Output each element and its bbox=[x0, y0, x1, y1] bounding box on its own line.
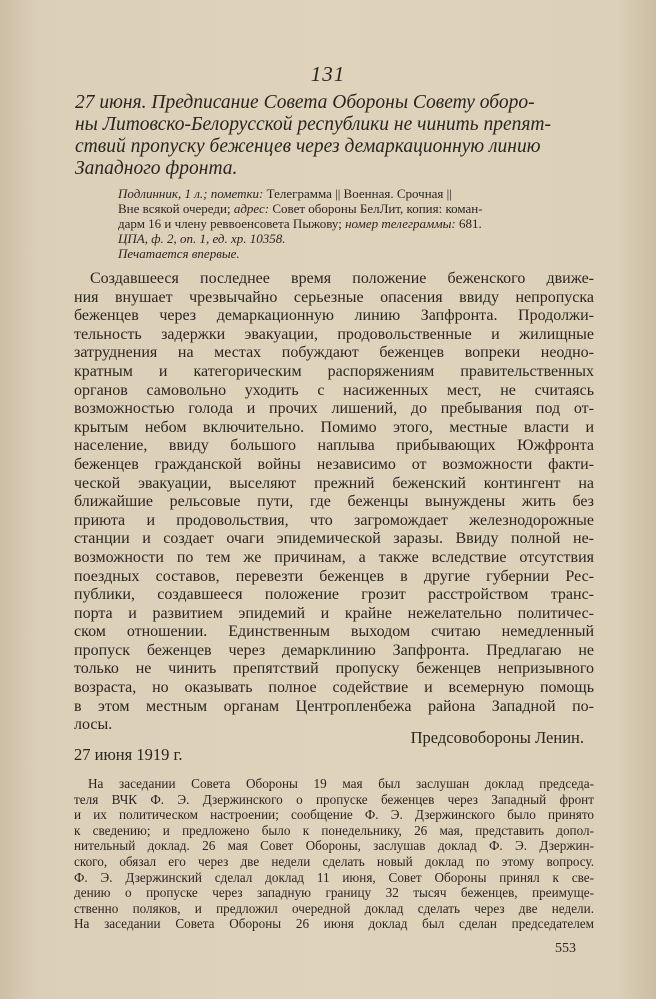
meta-value: Вне всякой очереди; bbox=[118, 201, 231, 216]
body-line: возраста, но оказывать полное содействие и всемерную помощь bbox=[74, 679, 594, 697]
footnote-line: дению о пропуске через западную границу 32 тысяч беженцев, преимуще- bbox=[74, 885, 594, 901]
body-line: только не чинить препятствий пропуску беженцев непризывного bbox=[74, 660, 594, 678]
meta-label: адрес: bbox=[230, 201, 270, 216]
footnote-line: нительный доклад. 26 мая Совет Обороны, заслушав доклад Ф. Э. Дзержин- bbox=[74, 838, 594, 854]
title-line: ствий пропуску беженцев через демаркационную линию bbox=[75, 136, 541, 157]
meta-value: Совет обороны БелЛит, копия: коман- bbox=[269, 201, 483, 216]
telegram-body bbox=[74, 270, 594, 735]
body-line: пропуск беженцев через демарклинию Запфронта. Предлагаю не bbox=[74, 641, 594, 659]
footnote-line: теля ВЧК Ф. Э. Дзержинского о пропуске беженцев через Западный фронт bbox=[74, 791, 594, 807]
body-line: Создавшееся последнее время положение беженского движе- bbox=[90, 270, 594, 287]
footnote-line: и их политическом настроении; сообщение Ф. Э. Дзержинского было принято bbox=[74, 807, 594, 823]
meta-label: Подлинник, 1 л.; пометки: bbox=[118, 186, 264, 201]
footnote-line: к сведению; и предложено было к понедельнику, 26 мая, представить допол- bbox=[74, 822, 594, 838]
body-line: в этом местным органам Центропленбежа района Западной по- bbox=[74, 697, 594, 715]
body-line: беженцев через демаркационную линию Запфронта. Продолжи- bbox=[74, 307, 594, 325]
archival-note-line bbox=[118, 231, 588, 246]
page-number: 553 bbox=[555, 941, 576, 956]
body-line: беженцев гражданской войны независимо от возможности факти- bbox=[74, 455, 594, 473]
body-line: приюта и продовольствия, что загромождает железнодорожные bbox=[74, 511, 594, 529]
footnote-line: На заседании Совета Обороны 19 мая был заслушан доклад председа- bbox=[88, 776, 594, 791]
signature: Предсовобороны Ленин. bbox=[410, 728, 584, 747]
body-line: органов самовольно уходить с насиженных мест, не считаясь bbox=[74, 381, 594, 399]
body-line: лосы. bbox=[74, 716, 113, 734]
footnote bbox=[74, 776, 594, 932]
meta-value: дарм 16 и члену реввоенсовета Пыжову; bbox=[118, 216, 342, 231]
meta-value: Телеграмма || Военная. Срочная || bbox=[263, 186, 452, 201]
body-line: станции и создает очаги эпидемической заразы. Ввиду полной не- bbox=[74, 530, 594, 548]
title-line: 27 июня. Предписание Совета Обороны Совету оборо- bbox=[75, 92, 535, 113]
body-line: поездных составов, перевезти беженцев в другие губернии Рес- bbox=[74, 567, 594, 585]
footnote-line: ского, обязал его через две недели сделать новый доклад по этому вопросу. bbox=[74, 853, 594, 869]
title-line: Западного фронта. bbox=[75, 158, 238, 179]
body-line: ния внушает чрезвычайно серьезные опасения ввиду непропуска bbox=[74, 288, 594, 306]
document-title bbox=[75, 92, 595, 180]
body-line: ческой эвакуации, выселяют прежний беженский контингент на bbox=[74, 474, 594, 492]
body-line: порта и развитием эпидемий и крайне нежелательно политичес- bbox=[74, 604, 594, 622]
document-number: 131 bbox=[310, 62, 346, 86]
footnote-line: На заседании Совета Обороны 26 июня доклад был сделан председателем bbox=[74, 916, 594, 932]
body-line: публики, создавшееся положение грозит расстройством транс- bbox=[74, 586, 594, 604]
archival-note-line bbox=[118, 186, 588, 201]
document-date: 27 июня 1919 г. bbox=[74, 745, 183, 764]
meta-value: 681. bbox=[455, 216, 482, 231]
body-line: ском отношении. Единственным выходом считаю немедленный bbox=[74, 623, 594, 641]
footnote-line: Ф. Э. Дзержинский сделал доклад 11 июня, Совет Обороны принял к све- bbox=[74, 869, 594, 885]
archival-note bbox=[118, 186, 588, 261]
archive-reference: ЦПА, ф. 2, оп. 1, ед. хр. 10358. bbox=[118, 231, 286, 246]
body-line: затруднения на местах побуждают беженцев вопреки неодно- bbox=[74, 344, 594, 362]
body-line: крытым небом включительно. Помимо этого, местные власти и bbox=[74, 418, 594, 436]
body-line: тельность задержки эвакуации, продовольственные и жилищные bbox=[74, 325, 594, 343]
body-line: ближайшие рельсовые пути, где беженцы вынуждены жить без bbox=[74, 493, 594, 511]
archival-note-line bbox=[118, 246, 588, 261]
meta-label: номер телеграммы: bbox=[341, 216, 456, 231]
publication-note: Печатается впервые. bbox=[118, 246, 240, 261]
body-line: население, ввиду большого наплыва прибывающих Южфронта bbox=[74, 437, 594, 455]
archival-note-line bbox=[118, 201, 588, 216]
body-line: возможности по тем же причинам, а также вследствие отсутствия bbox=[74, 548, 594, 566]
body-line: кратным и категорическим распоряжениям правительственных bbox=[74, 362, 594, 380]
title-line: ны Литовско-Белорусской республики не чинить препят- bbox=[75, 114, 551, 135]
footnote-line: ственно поляков, и предложил очередной доклад сделать через две недели. bbox=[74, 900, 594, 916]
body-line: возможностью голода и прочих лишений, до пребывания под от- bbox=[74, 400, 594, 418]
archival-note-line bbox=[118, 216, 588, 231]
